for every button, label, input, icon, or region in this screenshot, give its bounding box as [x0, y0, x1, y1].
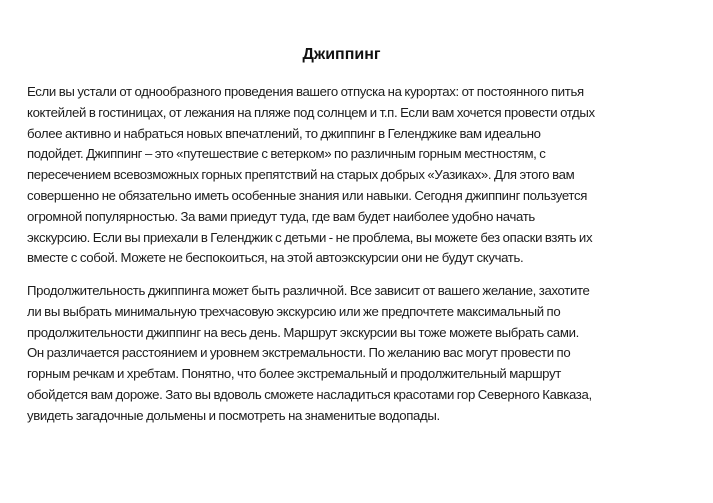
paragraph-line: Продолжительность джиппинга может быть различной. Все зависит от вашего желание, захотите [27, 283, 590, 298]
paragraph-line: горным речкам и хребтам. Понятно, что более экстремальный и продолжительный маршрут [27, 366, 561, 382]
paragraph-line: ли вы выбрать минимальную трехчасовую экскурсию или же предпочтете максимальный по [27, 303, 561, 319]
paragraph-line: продолжительности джиппинг на весь день. Маршрут экскурсии вы тоже можете выбрать сами. [27, 324, 579, 340]
paragraph-line: увидеть загадочные дольмены и посмотреть на знаменитые водопады. [27, 407, 440, 423]
document-title: Джиппинг [302, 46, 381, 63]
paragraph-line: Если вы устали от однообразного проведения вашего отпуска на курортах: от постоянного питья [27, 84, 584, 99]
paragraph-line: огромной популярностью. За вами приедут туда, где вам будет наиболее удобно начать [27, 208, 535, 224]
paragraph-line: коктейлей в гостиницах, от лежания на пляже под солнцем и т.п. Если вам хочется провести отдых [27, 104, 595, 120]
paragraph-2 [27, 281, 667, 427]
paragraph-line: более активно и набраться новых впечатлений, то джиппинг в Геленджике вам идеально [27, 125, 541, 141]
paragraph-line: обойдется вам дороже. Зато вы вдоволь сможете насладиться красотами гор Северного Кавказа, [27, 386, 592, 402]
paragraph-line: совершенно не обязательно иметь особенные знания или навыки. Сегодня джиппинг пользуется [27, 187, 588, 203]
paragraph-1 [27, 82, 667, 269]
paragraph-line: пересечением всевозможных горных препятствий на старых добрых «Уазиках». Для этого вам [27, 167, 575, 183]
paragraph-line: экскурсию. Если вы приехали в Геленджик с детьми - не проблема, вы можете без опаски взять их [27, 229, 593, 245]
paragraph-line: вместе с собой. Можете не беспокоиться, на этой автоэкскурсии они не будут скучать. [27, 250, 524, 266]
paragraph-line: Он различается расстоянием и уровнем экстремальности. По желанию вас могут провести по [27, 345, 571, 361]
paragraph-line: подойдет. Джиппинг – это «путешествие с ветерком» по различным горным местностям, с [27, 146, 546, 162]
